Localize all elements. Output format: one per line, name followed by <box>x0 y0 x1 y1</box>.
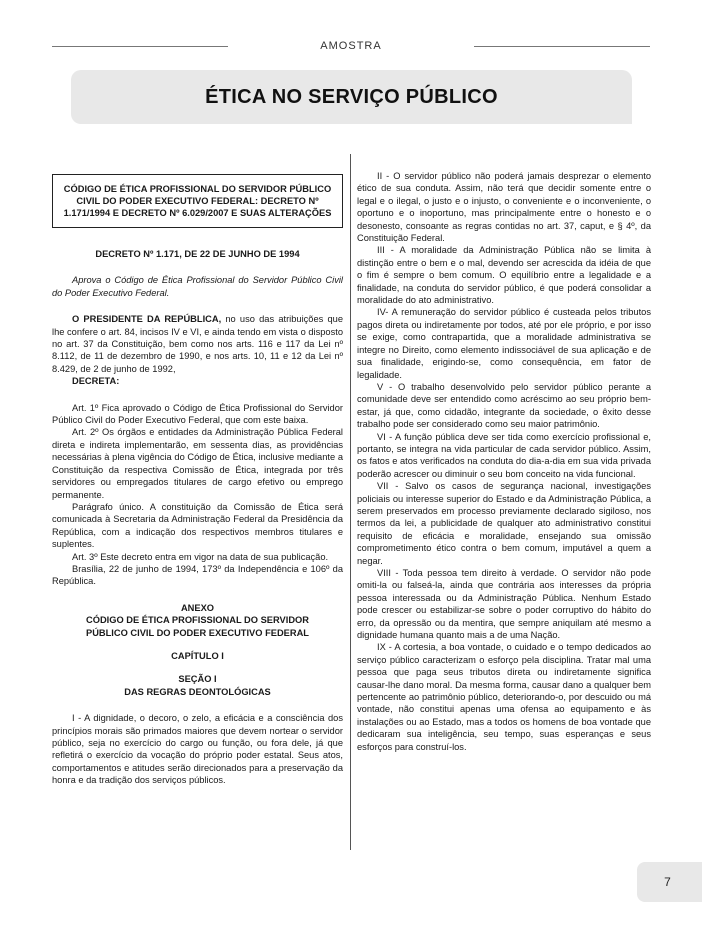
decree-title: DECRETO Nº 1.171, DE 22 DE JUNHO DE 1994 <box>95 249 300 259</box>
header-label: AMOSTRA <box>320 40 382 52</box>
title-banner <box>71 70 632 124</box>
president-text: no uso das atribuições que lhe confere o art. 84, incisos IV e VI, e ainda tendo em vista o disposto no art. 37 da Constituição, bem como nos arts. 116 e 117 da Lei nº 8.112, de 11 de dezembro de 1990, e nos arts. 10, 11 e 12 da Lei nº 8.429, de 2 de junho de 1992, <box>52 314 343 374</box>
rule-1: I - A dignidade, o decoro, o zelo, a eficácia e a consciência dos princípios morais são primados maiores que devem nortear o servidor público, seja no exercício do cargo ou função, ou fora dele, já que refletirá o exercício da vocação do próprio poder estatal. Seus atos, comportamentos e atitudes serão direcionados para a preservação da honra e da tradição dos serviços públicos. <box>52 713 343 786</box>
president-bold: O PRESIDENTE DA REPÚBLICA, <box>72 314 222 325</box>
anexo-title: CÓDIGO DE ÉTICA PROFISSIONAL DO SERVIDOR PÚBLICO CIVIL DO PODER EXECUTIVO FEDERAL <box>86 615 309 638</box>
art-3: Art. 3º Este decreto entra em vigor na data de sua publicação. <box>72 551 329 562</box>
section-box <box>52 174 343 228</box>
column-divider <box>350 154 351 850</box>
right-column <box>357 154 651 753</box>
box-title: CÓDIGO DE ÉTICA PROFISSIONAL DO SERVIDOR PÚBLICO CIVIL DO PODER EXECUTIVO FEDERAL: DECRETO Nº 1.171/1994 E DECRETO Nº 6.029/2007 E SUAS ALTERAÇÕES <box>63 184 332 218</box>
rule-4: IV- A remuneração do servidor público é custeada pelos tributos pagos direta ou indiretamente por todos, até por ele próprio, e por isso se exige, como contrapartida, que a moralidade administrativa se integre no Direito, como elemento indissociável de sua aplicação e de sua finalidade, erigindo-se, como consequência, em fator de legalidade. <box>357 307 651 380</box>
page-number-box <box>637 862 702 902</box>
rule-6: VI - A função pública deve ser tida como exercício profissional e, portanto, se integra na vida particular de cada servidor público. Assim, os fatos e atos verificados na conduta do dia-a-dia em sua vida privada poderão acrescer ou diminuir o seu bom conceito na vida funcional. <box>357 431 651 479</box>
page-number: 7 <box>664 875 671 889</box>
art-1: Art. 1º Fica aprovado o Código de Ética Profissional do Servidor Público Civil do Poder Executivo Federal, que com este baixa. <box>52 402 343 426</box>
chapter-heading: CAPÍTULO I <box>171 650 224 661</box>
ementa: Aprova o Código de Ética Profissional do Servidor Público Civil do Poder Executivo Federal. <box>52 275 343 298</box>
decreta: DECRETA: <box>72 376 120 387</box>
rule-3: III - A moralidade da Administração Pública não se limita à distinção entre o bem e o mal, devendo ser acrescida da idéia de que o fim é sempre o bem comum. O equilíbrio entre a legalidade e a finalidade, na conduta do servidor público, é que poderá consolidar a moralidade do ato administrativo. <box>357 245 651 306</box>
rule-2: II - O servidor público não poderá jamais desprezar o elemento ético de sua conduta. Assim, não terá que decidir somente entre o legal e o ilegal, o justo e o injusto, o conveniente e o inconveniente, o oportuno e o inoportuno, mas principalmente entre o honesto e o desonesto, consoante as regras contidas no art. 37, caput, e § 4º, da Constituição Federal. <box>357 171 651 244</box>
paragrafo-unico: Parágrafo único. A constituição da Comissão de Ética será comunicada à Secretaria da Administração Federal da Presidência da República, com a indicação dos respectivos membros titulares e suplentes. <box>52 501 343 550</box>
date-line: Brasília, 22 de junho de 1994, 173º da Independência e 106º da República. <box>52 563 343 587</box>
rule-9: IX - A cortesia, a boa vontade, o cuidado e o tempo dedicados ao serviço público caracterizam o esforço pela disciplina. Tratar mal uma pessoa que paga seus tributos direta ou indiretamente significa causar-lhe dano moral. Da mesma forma, causar dano a qualquer bem pertencente ao patrimônio público, deteriorando-o, por descuido ou má vontade, não constitui apenas uma ofensa ao equipamento e às instalações ou ao Estado, mas a todos os homens de boa vontade que dedicaram sua inteligência, seu tempo, suas esperanças e seus esforços para construí-los. <box>357 642 651 752</box>
section-title: DAS REGRAS DEONTOLÓGICAS <box>124 686 271 697</box>
art-2: Art. 2º Os órgãos e entidades da Administração Pública Federal direta e indireta implementarão, em sessenta dias, as providências necessárias à plena vigência do Código de Ética, inclusive mediante a Constituição da respectiva Comissão de Ética, integrada por três servidores ou empregados titulares de cargo efetivo ou emprego permanente. <box>52 427 343 500</box>
anexo-heading: ANEXO <box>180 602 215 613</box>
president-paragraph <box>52 313 343 375</box>
rule-7: VII - Salvo os casos de segurança nacional, investigações policiais ou interesse superior do Estado e da Administração Pública, a serem preservados em processo previamente declarado sigiloso, nos termos da lei, a publicidade de qualquer ato administrativo constitui requisito de eficácia e moralidade, ensejando sua omissão comprometimento ético contra o bem comum, imputável a quem a negar. <box>357 481 651 566</box>
left-column <box>52 154 343 787</box>
section-heading: SEÇÃO I <box>178 674 217 685</box>
rule-5: V - O trabalho desenvolvido pelo servidor público perante a comunidade deve ser entendido como acréscimo ao seu próprio bem-estar, já que, como cidadão, integrante da sociedade, o êxito desse trabalho pode ser considerado como seu maior patrimônio. <box>357 381 651 430</box>
page-title: ÉTICA NO SERVIÇO PÚBLICO <box>205 86 498 108</box>
rule-8: VIII - Toda pessoa tem direito à verdade. O servidor não pode omiti-la ou falseá-la, ainda que contrária aos interesses da própria pessoa interessada ou da Administração Pública. Nenhum Estado pode crescer ou estabilizar-se sobre o poder corruptivo do hábito do erro, da opressão ou da mentira, que sempre aniquilam até mesmo a dignidade humana quanto mais a de uma Nação. <box>357 568 651 641</box>
